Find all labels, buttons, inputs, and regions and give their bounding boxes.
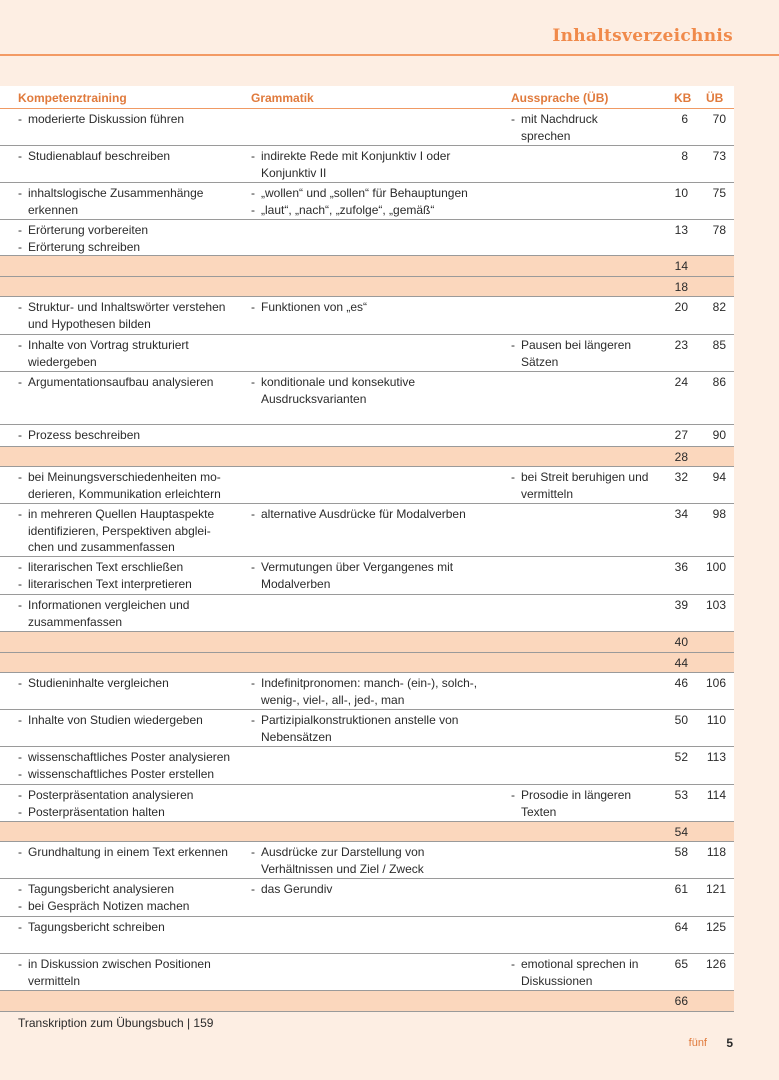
toc-entry: - Inhalte von Vortrag strukturiert wiedergeben xyxy=(18,337,236,370)
page-title: Inhaltsverzeichnis xyxy=(552,26,733,46)
table-row xyxy=(0,299,734,335)
toc-entry: - Pausen bei längeren Sätzen xyxy=(511,337,649,370)
ub-page-number[interactable]: 106 xyxy=(705,676,726,690)
kb-page-number[interactable]: 44 xyxy=(674,656,688,670)
ub-page-number[interactable]: 70 xyxy=(712,112,726,126)
ub-page-number[interactable]: 82 xyxy=(712,300,726,314)
kompetenz-cell xyxy=(18,185,236,218)
kb-page-number[interactable]: 24 xyxy=(674,375,688,389)
kb-page-number[interactable]: 10 xyxy=(674,186,688,200)
kb-page-number[interactable]: 32 xyxy=(674,470,688,484)
toc-entry: - Tagungsbericht analysieren xyxy=(18,881,236,898)
header-ub: ÜB xyxy=(706,91,724,105)
grammatik-cell xyxy=(251,844,491,877)
kompetenz-cell xyxy=(18,919,236,936)
ub-page-number[interactable]: 98 xyxy=(712,507,726,521)
header-rule xyxy=(0,108,734,109)
aussprache-cell xyxy=(511,787,649,820)
row-divider xyxy=(0,784,734,785)
kb-page-number[interactable]: 53 xyxy=(674,788,688,802)
table-row xyxy=(0,919,734,954)
ub-page-number[interactable]: 121 xyxy=(705,882,726,896)
header-kompetenz: Kompetenztraining xyxy=(18,91,127,105)
toc-entry: - Ausdrücke zur Darstellung von Verhältnissen und Ziel / Zweck xyxy=(251,844,491,877)
row-divider xyxy=(0,556,734,557)
toc-entry: - moderierte Diskussion führen xyxy=(18,111,236,128)
chapter-row xyxy=(0,655,734,673)
footer-page-word: fünf xyxy=(688,1037,707,1049)
row-divider xyxy=(0,878,734,879)
table-row xyxy=(0,675,734,710)
table-row xyxy=(0,787,734,822)
ub-page-number[interactable]: 125 xyxy=(705,920,726,934)
kb-page-number[interactable]: 36 xyxy=(674,560,688,574)
table-row xyxy=(0,597,734,632)
kb-page-number[interactable]: 61 xyxy=(674,882,688,896)
kompetenz-cell xyxy=(18,559,236,592)
kb-page-number[interactable]: 52 xyxy=(674,750,688,764)
row-divider xyxy=(0,746,734,747)
row-divider xyxy=(0,841,734,842)
chapter-row xyxy=(0,279,734,297)
toc-entry: - Erörterung vorbereiten xyxy=(18,222,236,239)
toc-entry: - bei Gespräch Notizen machen xyxy=(18,898,236,915)
table-row xyxy=(0,222,734,256)
chapter-row xyxy=(0,993,734,1012)
kompetenz-cell xyxy=(18,787,236,820)
ub-page-number[interactable]: 110 xyxy=(706,713,726,727)
table-row xyxy=(0,185,734,220)
toc-entry: - indirekte Rede mit Konjunktiv I oder Konjunktiv II xyxy=(251,148,491,181)
aussprache-cell xyxy=(511,111,649,144)
ub-page-number[interactable]: 114 xyxy=(706,788,726,802)
row-divider xyxy=(0,334,734,335)
table-row xyxy=(0,506,734,557)
kb-page-number[interactable]: 18 xyxy=(674,280,688,294)
grammatik-cell xyxy=(251,559,491,592)
kb-page-number[interactable]: 46 xyxy=(674,676,688,690)
kb-page-number[interactable]: 64 xyxy=(674,920,688,934)
toc-entry: - Prosodie in längeren Texten xyxy=(511,787,649,820)
table-row xyxy=(0,749,734,785)
row-divider xyxy=(0,672,734,673)
aussprache-cell xyxy=(511,956,649,989)
toc-entry: - alternative Ausdrücke für Modalverben xyxy=(251,506,491,523)
kb-page-number[interactable]: 40 xyxy=(674,635,688,649)
row-divider xyxy=(0,296,734,297)
toc-entry: - Informationen vergleichen und zusammenfassen xyxy=(18,597,236,630)
toc-entry: - emotional sprechen in Diskussionen xyxy=(511,956,649,989)
toc-entry: - Studienablauf beschreiben xyxy=(18,148,236,165)
kompetenz-cell xyxy=(18,111,236,128)
toc-entry: - Inhalte von Studien wiedergeben xyxy=(18,712,236,729)
ub-page-number[interactable]: 100 xyxy=(705,560,726,574)
row-divider xyxy=(0,182,734,183)
toc-entry: - literarischen Text erschließen xyxy=(18,559,236,576)
row-divider xyxy=(0,503,734,504)
grammatik-cell xyxy=(251,148,491,181)
kompetenz-cell xyxy=(18,712,236,729)
kb-page-number[interactable]: 28 xyxy=(674,450,688,464)
ub-page-number[interactable]: 73 xyxy=(712,149,726,163)
toc-entry: - Partizipialkonstruktionen anstelle von Nebensätzen xyxy=(251,712,491,745)
chapter-row xyxy=(0,258,734,277)
ub-page-number[interactable]: 78 xyxy=(712,223,726,237)
kb-page-number[interactable]: 6 xyxy=(681,112,688,126)
toc-entry: - in mehreren Quellen Hauptaspekte identifizieren, Perspektiven abglei- chen und zusammenfassen xyxy=(18,506,236,556)
toc-entry: - Tagungsbericht schreiben xyxy=(18,919,236,936)
kb-page-number[interactable]: 54 xyxy=(674,825,688,839)
table-row xyxy=(0,956,734,991)
grammatik-cell xyxy=(251,374,491,407)
kb-page-number[interactable]: 39 xyxy=(674,598,688,612)
kb-page-number[interactable]: 8 xyxy=(681,149,688,163)
kb-page-number[interactable]: 27 xyxy=(674,428,688,442)
toc-entry: - wissenschaftliches Poster analysieren xyxy=(18,749,236,766)
row-divider xyxy=(0,424,734,425)
grammatik-cell xyxy=(251,712,491,745)
kb-page-number[interactable]: 20 xyxy=(674,300,688,314)
toc-entry: - bei Streit beruhigen und vermitteln xyxy=(511,469,649,502)
kb-page-number[interactable]: 65 xyxy=(674,957,688,971)
toc-entry: - Studieninhalte vergleichen xyxy=(18,675,236,692)
row-divider xyxy=(0,709,734,710)
toc-entry: - Grundhaltung in einem Text erkennen xyxy=(18,844,236,861)
toc-entry: - „wollen“ und „sollen“ für Behauptungen xyxy=(251,185,491,202)
toc-entry: - Funktionen von „es“ xyxy=(251,299,491,316)
toc-entry: - Prozess beschreiben xyxy=(18,427,236,444)
table-row xyxy=(0,712,734,747)
kb-page-number[interactable]: 50 xyxy=(674,713,688,727)
toc-entry: - Indefinitpronomen: manch- (ein-), solch-, wenig-, viel-, all-, jed-, man xyxy=(251,675,491,708)
row-divider xyxy=(0,219,734,220)
kompetenz-cell xyxy=(18,337,236,370)
ub-page-number[interactable]: 85 xyxy=(712,338,726,352)
kompetenz-cell xyxy=(18,222,236,255)
toc-entry: - das Gerundiv xyxy=(251,881,491,898)
kompetenz-cell xyxy=(18,374,236,391)
kb-page-number[interactable]: 58 xyxy=(674,845,688,859)
toc-entry: - inhaltslogische Zusammenhänge erkennen xyxy=(18,185,236,218)
toc-entry: - Posterpräsentation halten xyxy=(18,804,236,821)
ub-page-number[interactable]: 103 xyxy=(705,598,726,612)
kompetenz-cell xyxy=(18,881,236,914)
kb-page-number[interactable]: 66 xyxy=(674,994,688,1008)
toc-entry: - „laut“, „nach“, „zufolge“, „gemäß“ xyxy=(251,202,491,219)
kompetenz-cell xyxy=(18,956,236,989)
kompetenz-cell xyxy=(18,469,236,502)
toc-entry: - in Diskussion zwischen Positionen vermitteln xyxy=(18,956,236,989)
header-kb: KB xyxy=(674,91,692,105)
top-rule xyxy=(0,54,779,56)
table-row xyxy=(0,111,734,146)
ub-page-number[interactable]: 113 xyxy=(706,750,726,764)
ub-page-number[interactable]: 126 xyxy=(705,957,726,971)
toc-entry: - Erörterung schreiben xyxy=(18,239,236,256)
kb-page-number[interactable]: 34 xyxy=(674,507,688,521)
kompetenz-cell xyxy=(18,299,236,332)
aussprache-cell xyxy=(511,337,649,370)
ub-page-number[interactable]: 90 xyxy=(712,428,726,442)
table-row xyxy=(0,559,734,595)
ub-page-number[interactable]: 86 xyxy=(712,375,726,389)
ub-page-number[interactable]: 75 xyxy=(712,186,726,200)
kompetenz-cell xyxy=(18,597,236,630)
chapter-row xyxy=(0,449,734,467)
kb-page-number[interactable]: 14 xyxy=(674,259,688,273)
grammatik-cell xyxy=(251,881,491,898)
toc-entry: - Posterpräsentation analysieren xyxy=(18,787,236,804)
toc-entry: - Argumentationsaufbau analysieren xyxy=(18,374,236,391)
row-divider xyxy=(0,1011,734,1012)
chapter-row xyxy=(0,634,734,653)
kb-page-number[interactable]: 23 xyxy=(674,338,688,352)
table-row xyxy=(0,469,734,504)
aussprache-cell xyxy=(511,469,649,502)
grammatik-cell xyxy=(251,675,491,708)
table-row xyxy=(0,148,734,183)
kompetenz-cell xyxy=(18,844,236,861)
toc-entry: - konditionale und konsekutive Ausdrucksvarianten xyxy=(251,374,491,407)
table-row xyxy=(0,427,734,447)
ub-page-number[interactable]: 94 xyxy=(712,470,726,484)
grammatik-cell xyxy=(251,506,491,523)
toc-entry: - wissenschaftliches Poster erstellen xyxy=(18,766,236,783)
kompetenz-cell xyxy=(18,506,236,556)
grammatik-cell xyxy=(251,185,491,218)
row-divider xyxy=(0,953,734,954)
kompetenz-cell xyxy=(18,749,236,782)
kb-page-number[interactable]: 13 xyxy=(674,223,688,237)
header-grammatik: Grammatik xyxy=(251,91,314,105)
kompetenz-cell xyxy=(18,675,236,692)
row-divider xyxy=(0,145,734,146)
table-row xyxy=(0,374,734,425)
toc-entry: - Vermutungen über Vergangenes mit Modalverben xyxy=(251,559,491,592)
table-row xyxy=(0,881,734,917)
toc-entry: - literarischen Text interpretieren xyxy=(18,576,236,593)
chapter-row xyxy=(0,824,734,842)
kompetenz-cell xyxy=(18,148,236,165)
grammatik-cell xyxy=(251,299,491,316)
toc-entry: - mit Nachdruck sprechen xyxy=(511,111,649,144)
row-divider xyxy=(0,594,734,595)
ub-page-number[interactable]: 118 xyxy=(706,845,726,859)
table-row xyxy=(0,337,734,372)
table-row xyxy=(0,844,734,879)
row-divider xyxy=(0,466,734,467)
toc-entry: - bei Meinungsverschiedenheiten mo- derieren, Kommunikation erleichtern xyxy=(18,469,236,502)
footer-page-number: 5 xyxy=(726,1036,733,1050)
toc-entry: - Struktur- und Inhaltswörter verstehen und Hypothesen bilden xyxy=(18,299,236,332)
footer-transcription-link[interactable]: Transkription zum Übungsbuch | 159 xyxy=(18,1016,214,1030)
row-divider xyxy=(0,371,734,372)
header-aussprache: Aussprache (ÜB) xyxy=(511,91,609,105)
kompetenz-cell xyxy=(18,427,236,444)
row-divider xyxy=(0,916,734,917)
